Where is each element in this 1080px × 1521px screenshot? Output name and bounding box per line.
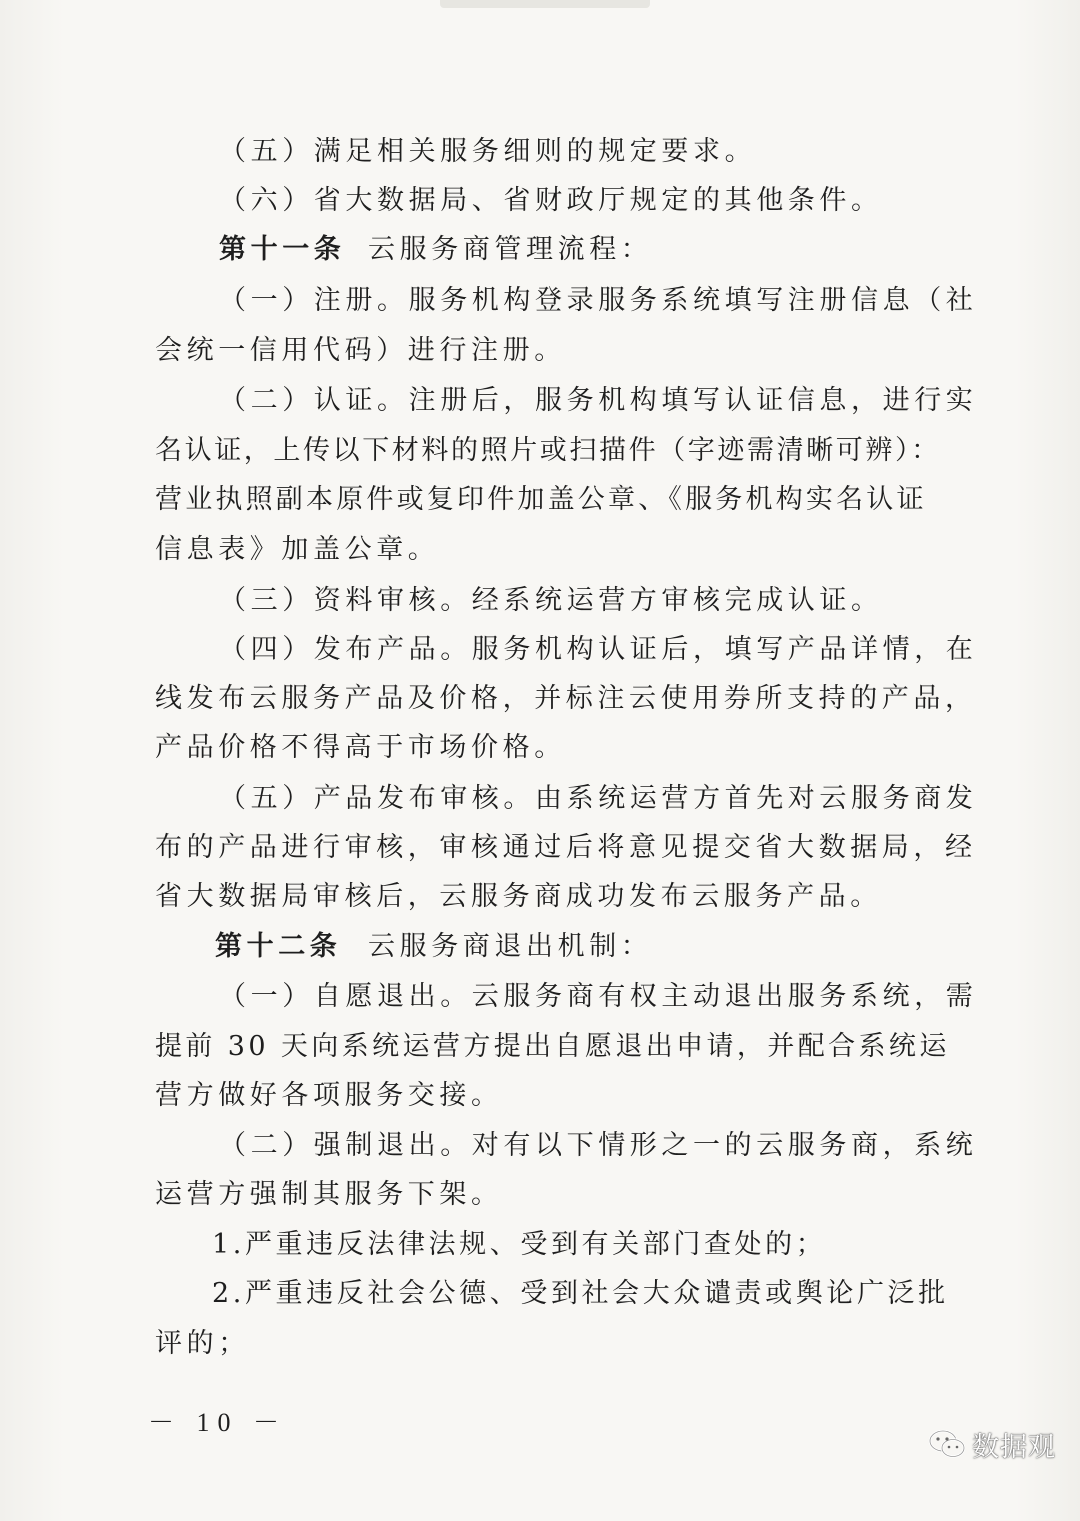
article-heading: 第十二条: [215, 931, 342, 962]
text-line: （五）满足相关服务细则的规定要求。: [219, 136, 757, 167]
text-line: 产品价格不得高于市场价格。: [155, 732, 566, 763]
list-item: 1.严重违反法律法规、受到有关部门查处的；: [212, 1229, 827, 1260]
text-line: （五）产品发布审核。由系统运营方首先对云服务商发: [219, 783, 978, 814]
text-line: （三）资料审核。经系统运营方审核完成认证。: [219, 585, 883, 616]
text-line: （四）发布产品。服务机构认证后，填写产品详情，在: [219, 634, 978, 665]
text-line: 省大数据局审核后，云服务商成功发布云服务产品。: [155, 881, 882, 912]
text-line: （一）自愿退出。云服务商有权主动退出服务系统，需: [219, 981, 978, 1012]
text-line: （一）注册。服务机构登录服务系统填写注册信息（社: [219, 285, 978, 316]
source-watermark: [928, 1424, 1056, 1464]
text-line: 布的产品进行审核，审核通过后将意见提交省大数据局，经: [155, 832, 977, 863]
text-line: 评的；: [155, 1328, 250, 1359]
text-line: 会统一信用代码）进行注册。: [155, 335, 566, 366]
text-line: 运营方强制其服务下架。: [155, 1179, 503, 1210]
text-line: （二）认证。注册后，服务机构填写认证信息，进行实: [219, 385, 978, 416]
text-line: 信息表》加盖公章。: [155, 534, 440, 565]
scan-mark: [440, 0, 650, 8]
text-line: 名认证，上传以下材料的照片或扫描件（字迹需清晰可辨）：: [155, 435, 941, 466]
text-line: 营业执照副本原件或复印件加盖公章、《服务机构实名认证: [155, 484, 927, 515]
watermark-label: 数据观: [972, 1431, 1056, 1463]
page-number: － 10 －: [148, 1408, 288, 1437]
article-title: 云服务商退出机制：: [368, 931, 653, 962]
text-line: 营方做好各项服务交接。: [155, 1080, 503, 1111]
list-item: 2.严重违反社会公德、受到社会大众谴责或舆论广泛批: [212, 1278, 949, 1309]
text-line: 线发布云服务产品及价格，并标注云使用券所支持的产品，: [155, 683, 977, 714]
text-line: （二）强制退出。对有以下情形之一的云服务商，系统: [219, 1130, 978, 1161]
text-line: （六）省大数据局、省财政厅规定的其他条件。: [219, 185, 883, 216]
article-title: 云服务商管理流程：: [368, 234, 653, 265]
wechat-icon: [928, 1429, 966, 1459]
text-line: 提前 30 天向系统运营方提出自愿退出申请，并配合系统运: [155, 1031, 950, 1062]
article-heading: 第十一条: [219, 234, 346, 265]
